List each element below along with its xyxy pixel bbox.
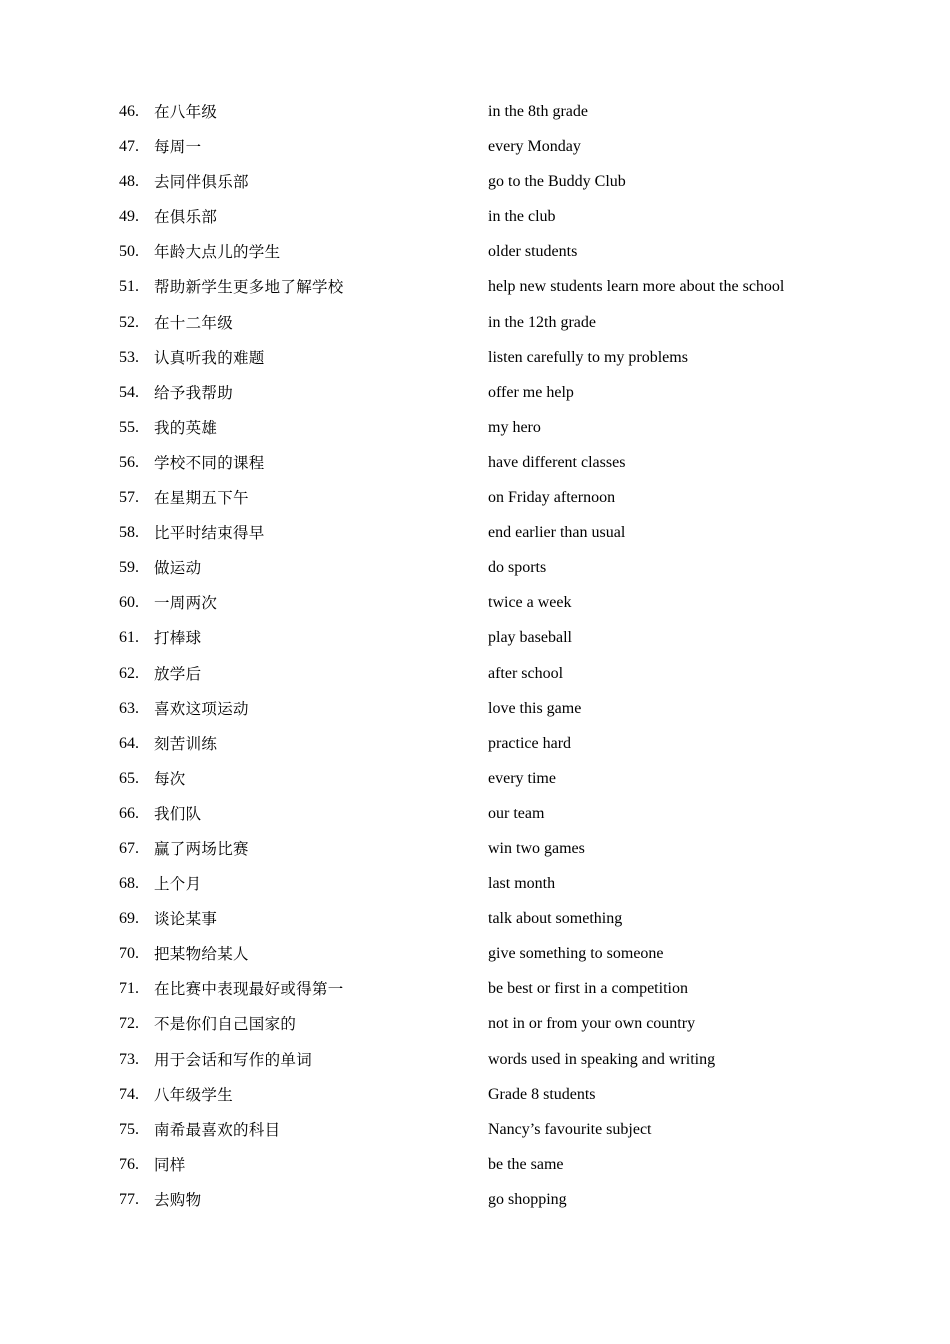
- vocab-row: [119, 1082, 839, 1117]
- english-phrase: win two games: [488, 839, 585, 857]
- chinese-phrase: 刻苦训练: [154, 734, 218, 753]
- entry-number: 64.: [119, 734, 139, 752]
- vocab-row: [119, 836, 839, 871]
- entry-number: 49.: [119, 208, 139, 226]
- chinese-phrase: 打棒球: [154, 629, 202, 648]
- english-phrase: older students: [488, 243, 578, 261]
- chinese-phrase: 谈论某事: [154, 910, 218, 929]
- vocab-row: [119, 169, 839, 204]
- english-phrase: every Monday: [488, 138, 581, 156]
- chinese-phrase: 年龄大点儿的学生: [154, 243, 281, 262]
- english-phrase: words used in speaking and writing: [488, 1050, 716, 1068]
- vocab-row: [119, 1117, 839, 1152]
- entry-number: 73.: [119, 1050, 139, 1068]
- chinese-phrase: 去同伴俱乐部: [154, 173, 249, 192]
- chinese-phrase: 南希最喜欢的科目: [154, 1120, 281, 1139]
- vocab-row: [119, 239, 839, 274]
- chinese-phrase: 放学后: [154, 664, 202, 683]
- chinese-phrase: 同样: [154, 1155, 186, 1174]
- vocab-row: [119, 134, 839, 169]
- vocab-row: [119, 310, 839, 345]
- vocabulary-list: [119, 99, 839, 1222]
- chinese-phrase: 喜欢这项运动: [154, 699, 249, 718]
- chinese-phrase: 八年级学生: [154, 1085, 234, 1104]
- vocab-row: [119, 415, 839, 450]
- vocab-row: [119, 906, 839, 941]
- vocab-row: [119, 485, 839, 520]
- entry-number: 56.: [119, 453, 139, 471]
- english-phrase: Grade 8 students: [488, 1085, 596, 1103]
- vocab-row: [119, 1187, 839, 1222]
- vocab-row: [119, 766, 839, 801]
- entry-number: 65.: [119, 769, 139, 787]
- english-phrase: help new students learn more about the school: [488, 278, 785, 296]
- chinese-phrase: 在星期五下午: [154, 489, 249, 508]
- vocab-row: [119, 99, 839, 134]
- english-phrase: end earlier than usual: [488, 524, 626, 542]
- english-phrase: go to the Buddy Club: [488, 173, 626, 191]
- vocab-row: [119, 380, 839, 415]
- entry-number: 55.: [119, 418, 139, 436]
- english-phrase: play baseball: [488, 629, 572, 647]
- entry-number: 63.: [119, 699, 139, 717]
- chinese-phrase: 每次: [154, 769, 186, 788]
- entry-number: 50.: [119, 243, 139, 261]
- entry-number: 74.: [119, 1085, 139, 1103]
- english-phrase: not in or from your own country: [488, 1015, 696, 1033]
- chinese-phrase: 每周一: [154, 138, 202, 157]
- english-phrase: every time: [488, 769, 556, 787]
- entry-number: 54.: [119, 383, 139, 401]
- english-phrase: in the club: [488, 208, 556, 226]
- vocab-row: [119, 941, 839, 976]
- vocab-row: [119, 801, 839, 836]
- chinese-phrase: 认真听我的难题: [154, 348, 265, 367]
- vocab-row: [119, 590, 839, 625]
- vocab-row: [119, 450, 839, 485]
- english-phrase: be the same: [488, 1155, 564, 1173]
- vocab-row: [119, 731, 839, 766]
- chinese-phrase: 做运动: [154, 559, 202, 578]
- entry-number: 67.: [119, 839, 139, 857]
- chinese-phrase: 比平时结束得早: [154, 524, 265, 543]
- english-phrase: my hero: [488, 418, 541, 436]
- chinese-phrase: 学校不同的课程: [154, 453, 265, 472]
- english-phrase: Nancy’s favourite subject: [488, 1120, 652, 1138]
- english-phrase: on Friday afternoon: [488, 489, 616, 507]
- vocab-row: [119, 1152, 839, 1187]
- chinese-phrase: 赢了两场比赛: [154, 839, 249, 858]
- english-phrase: be best or first in a competition: [488, 980, 688, 998]
- vocab-row: [119, 1011, 839, 1046]
- entry-number: 70.: [119, 945, 139, 963]
- chinese-phrase: 在八年级: [154, 103, 218, 121]
- chinese-phrase: 我的英雄: [154, 418, 218, 437]
- vocab-row: [119, 274, 839, 309]
- english-phrase: talk about something: [488, 910, 623, 928]
- chinese-phrase: 在俱乐部: [154, 208, 218, 227]
- chinese-phrase: 帮助新学生更多地了解学校: [154, 278, 344, 297]
- chinese-phrase: 上个月: [154, 875, 202, 894]
- entry-number: 60.: [119, 594, 139, 612]
- vocab-row: [119, 976, 839, 1011]
- vocab-row: [119, 661, 839, 696]
- english-phrase: listen carefully to my problems: [488, 348, 688, 366]
- entry-number: 76.: [119, 1155, 139, 1173]
- entry-number: 57.: [119, 489, 139, 507]
- english-phrase: love this game: [488, 699, 582, 717]
- entry-number: 46.: [119, 103, 139, 120]
- chinese-phrase: 一周两次: [154, 594, 218, 613]
- chinese-phrase: 去购物: [154, 1190, 202, 1209]
- entry-number: 62.: [119, 664, 139, 682]
- entry-number: 72.: [119, 1015, 139, 1033]
- english-phrase: after school: [488, 664, 564, 682]
- chinese-phrase: 在十二年级: [154, 313, 234, 332]
- entry-number: 52.: [119, 313, 139, 331]
- english-phrase: in the 12th grade: [488, 313, 596, 331]
- english-phrase: do sports: [488, 559, 547, 577]
- english-phrase: practice hard: [488, 734, 572, 752]
- english-phrase: in the 8th grade: [488, 103, 588, 120]
- vocab-row: [119, 520, 839, 555]
- english-phrase: give something to someone: [488, 945, 664, 963]
- vocab-row: [119, 204, 839, 239]
- vocab-row: [119, 555, 839, 590]
- chinese-phrase: 把某物给某人: [154, 945, 249, 964]
- english-phrase: have different classes: [488, 453, 626, 471]
- english-phrase: offer me help: [488, 383, 574, 401]
- chinese-phrase: 给予我帮助: [154, 383, 234, 402]
- vocab-row: [119, 345, 839, 380]
- entry-number: 61.: [119, 629, 139, 647]
- entry-number: 77.: [119, 1190, 139, 1208]
- chinese-phrase: 不是你们自己国家的: [154, 1015, 297, 1034]
- english-phrase: last month: [488, 875, 556, 893]
- chinese-phrase: 用于会话和写作的单词: [154, 1050, 313, 1069]
- entry-number: 48.: [119, 173, 139, 191]
- vocab-row: [119, 625, 839, 660]
- entry-number: 71.: [119, 980, 139, 998]
- entry-number: 69.: [119, 910, 139, 928]
- vocab-row: [119, 871, 839, 906]
- entry-number: 53.: [119, 348, 139, 366]
- chinese-phrase: 我们队: [154, 804, 202, 823]
- entry-number: 68.: [119, 875, 139, 893]
- chinese-phrase: 在比赛中表现最好或得第一: [154, 980, 344, 999]
- entry-number: 51.: [119, 278, 139, 296]
- entry-number: 58.: [119, 524, 139, 542]
- vocab-row: [119, 696, 839, 731]
- entry-number: 59.: [119, 559, 139, 577]
- english-phrase: twice a week: [488, 594, 572, 612]
- entry-number: 75.: [119, 1120, 139, 1138]
- english-phrase: go shopping: [488, 1190, 567, 1208]
- english-phrase: our team: [488, 804, 545, 822]
- vocab-row: [119, 1047, 839, 1082]
- entry-number: 47.: [119, 138, 139, 156]
- entry-number: 66.: [119, 804, 139, 822]
